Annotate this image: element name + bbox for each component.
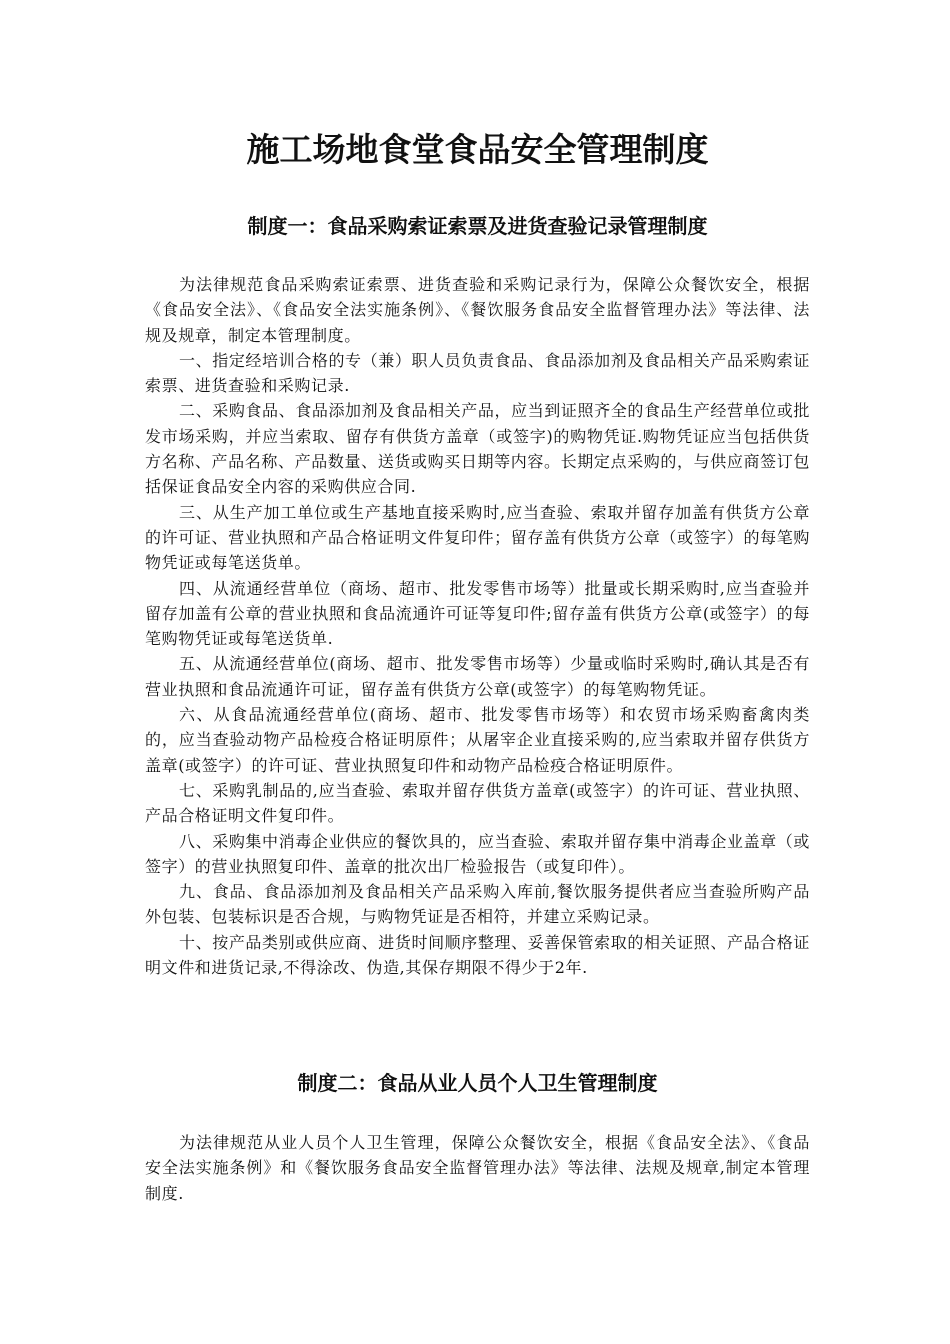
paragraph: 四、从流通经营单位（商场、超市、批发零售市场等）批量或长期采购时,应当查验并留存加盖有公章的营业执照和食品流通许可证等复印件;留存盖有供货方公章(或签字）的每笔购物凭证或每笔送货单. xyxy=(145,578,810,649)
paragraph: 十、按产品类别或供应商、进货时间顺序整理、妥善保管索取的相关证照、产品合格证明文件和进货记录,不得涂改、伪造,其保存期限不得少于2年. xyxy=(145,932,810,978)
paragraph: 七、采购乳制品的,应当查验、索取并留存供货方盖章(或签字）的许可证、营业执照、产品合格证明文件复印件。 xyxy=(145,780,810,826)
section-heading-1: 制度一：食品采购索证索票及进货查验记录管理制度 xyxy=(247,214,708,238)
section-body-2 xyxy=(145,1130,810,1206)
document-title: 施工场地食堂食品安全管理制度 xyxy=(246,130,709,169)
paragraph: 一、指定经培训合格的专（兼）职人员负责食品、食品添加剂及食品相关产品采购索证索票、进货查验和采购记录. xyxy=(145,350,810,396)
section-body-1 xyxy=(145,272,810,980)
paragraph: 五、从流通经营单位(商场、超市、批发零售市场等）少量或临时采购时,确认其是否有营业执照和食品流通许可证，留存盖有供货方公章(或签字）的每笔购物凭证。 xyxy=(145,654,810,699)
paragraph: 六、从食品流通经营单位(商场、超市、批发零售市场等）和农贸市场采购畜禽肉类的，应当查验动物产品检疫合格证明原件；从屠宰企业直接采购的,应当索取并留存供货方盖章(或签字）的许可证、营业执照复印件和动物产品检疫合格证明原件。 xyxy=(145,705,810,775)
section-heading-2: 制度二：食品从业人员个人卫生管理制度 xyxy=(297,1071,658,1095)
paragraph: 为法律规范食品采购索证索票、进货查验和采购记录行为，保障公众餐饮安全，根据《食品安全法》、《食品安全法实施条例》、《餐饮服务食品安全监督管理办法》等法律、法规及规章，制定本管理制度。 xyxy=(145,275,810,345)
paragraph: 八、采购集中消毒企业供应的餐饮具的，应当查验、索取并留存集中消毒企业盖章（或签字）的营业执照复印件、盖章的批次出厂检验报告（或复印件）。 xyxy=(145,831,810,876)
paragraph: 九、食品、食品添加剂及食品相关产品采购入库前,餐饮服务提供者应当查验所购产品外包装、包装标识是否合规，与购物凭证是否相符，并建立采购记录。 xyxy=(145,882,810,927)
paragraph: 二、采购食品、食品添加剂及食品相关产品，应当到证照齐全的食品生产经营单位或批发市场采购，并应当索取、留存有供货方盖章（或签字)的购物凭证.购物凭证应当包括供货方名称、产品名称、产品数量、送货或购买日期等内容。长期定点采购的，与供应商签订包括保证食品安全内容的采购供应合同. xyxy=(145,401,810,497)
paragraph: 为法律规范从业人员个人卫生管理，保障公众餐饮安全，根据《食品安全法》、《食品安全法实施条例》和《餐饮服务食品安全监督管理办法》等法律、法规及规章,制定本管理制度. xyxy=(145,1133,810,1203)
paragraph: 三、从生产加工单位或生产基地直接采购时,应当查验、索取并留存加盖有供货方公章的许可证、营业执照和产品合格证明文件复印件；留存盖有供货方公章（或签字）的每笔购物凭证或每笔送货单。 xyxy=(145,502,810,573)
